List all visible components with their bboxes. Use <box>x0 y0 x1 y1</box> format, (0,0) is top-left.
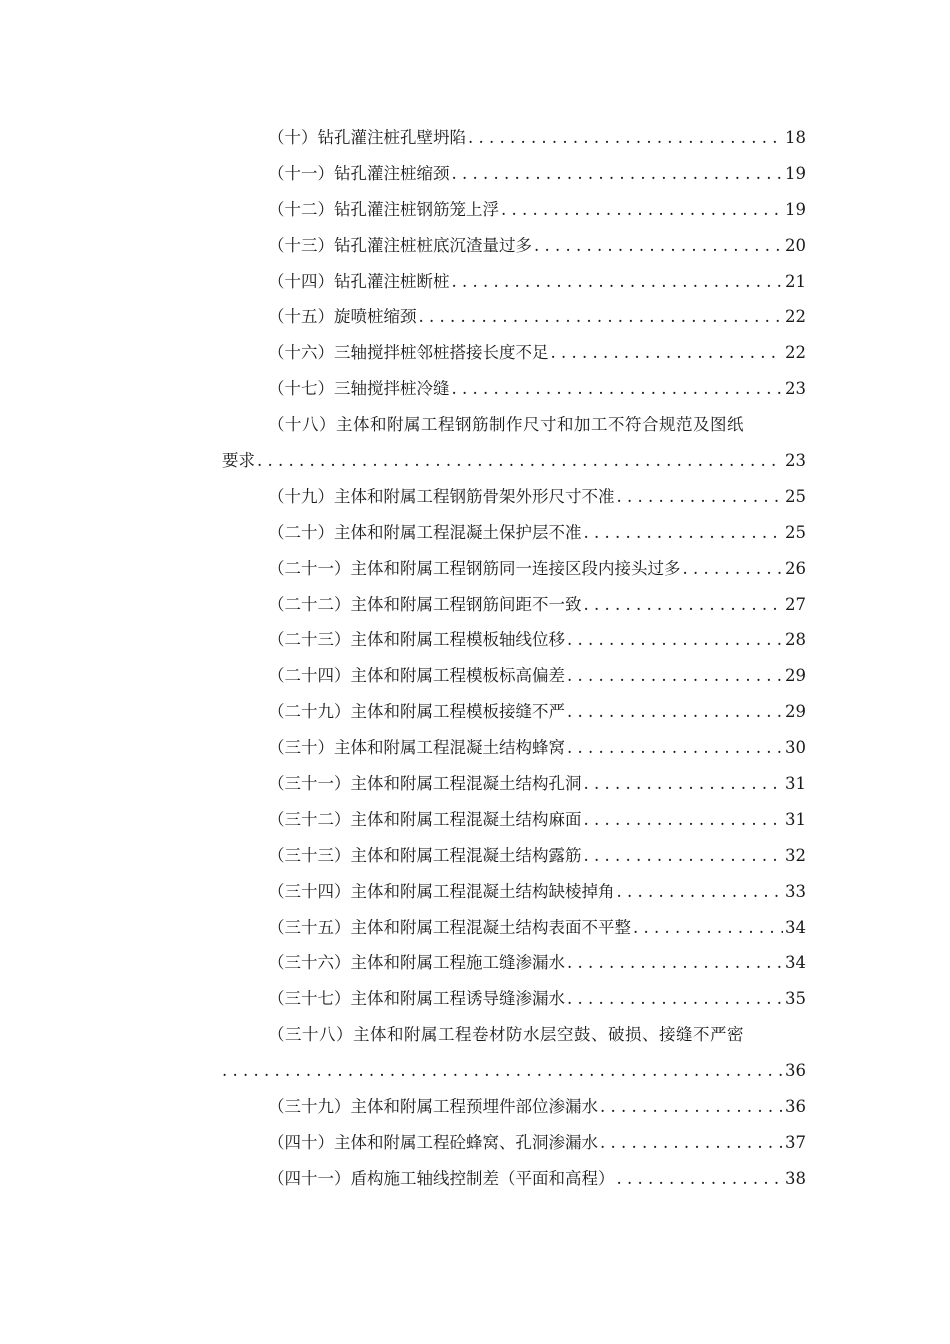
toc-entry-title: （二十）主体和附属工程混凝土保护层不准 <box>268 522 582 542</box>
toc-entry-title: （十四）钻孔灌注桩断桩 <box>268 271 450 291</box>
toc-entry-title: （四十一）盾构施工轴线控制差（平面和高程） <box>268 1168 615 1188</box>
toc-leader-dots <box>419 299 784 335</box>
toc-entry-title-continuation: 要求 <box>222 451 255 471</box>
toc-leader-dots <box>534 228 783 264</box>
toc-entry-title: （十九）主体和附属工程钢筋骨架外形尺寸不准 <box>268 486 615 506</box>
toc-page-number: 37 <box>785 1132 806 1152</box>
toc-leader-dots <box>567 694 783 730</box>
toc-page-number: 36 <box>785 1097 806 1117</box>
toc-entry[interactable] <box>222 515 806 551</box>
toc-entry[interactable] <box>222 551 806 587</box>
toc-entry[interactable] <box>222 1089 806 1125</box>
toc-page-number: 23 <box>785 451 806 471</box>
toc-entry[interactable] <box>222 694 806 730</box>
toc-entry-title: （十）钻孔灌注桩孔壁坍陷 <box>268 128 466 147</box>
toc-leader-dots <box>567 981 783 1017</box>
toc-leader-dots <box>257 443 783 479</box>
toc-page-number: 34 <box>785 953 806 973</box>
toc-entry[interactable] <box>222 1125 806 1161</box>
toc-entry-title: （二十二）主体和附属工程钢筋间距不一致 <box>268 594 582 614</box>
toc-entry-title: （十一）钻孔灌注桩缩颈 <box>268 163 450 183</box>
toc-page-number: 31 <box>785 809 806 829</box>
toc-leader-dots <box>617 1161 784 1197</box>
toc-entry-title: （二十一）主体和附属工程钢筋同一连接区段内接头过多 <box>268 558 681 578</box>
toc-entry-title: （十五）旋喷桩缩颈 <box>268 307 417 327</box>
toc-entry[interactable] <box>222 730 806 766</box>
toc-entry[interactable] <box>222 766 806 802</box>
toc-entry-title: （二十三）主体和附属工程模板轴线位移 <box>268 630 565 650</box>
toc-entry[interactable] <box>222 335 806 371</box>
toc-entry[interactable] <box>222 156 806 192</box>
toc-entry-title: （十三）钻孔灌注桩桩底沉渣量过多 <box>268 235 532 255</box>
toc-entry-title: （三十六）主体和附属工程施工缝渗漏水 <box>268 953 565 973</box>
toc-entry[interactable] <box>222 228 806 264</box>
toc-page-number: 26 <box>785 558 806 578</box>
toc-entry-title: （三十九）主体和附属工程预埋件部位渗漏水 <box>268 1097 598 1117</box>
toc-entry-title: （三十一）主体和附属工程混凝土结构孔洞 <box>268 774 582 794</box>
toc-leader-dots <box>584 802 784 838</box>
toc-page-number: 18 <box>785 128 806 147</box>
toc-page-number: 34 <box>785 917 806 937</box>
toc-entry-title: （十七）三轴搅拌桩冷缝 <box>268 379 450 399</box>
toc-entry[interactable] <box>222 622 806 658</box>
toc-entry-title: （三十）主体和附属工程混凝土结构蜂窝 <box>268 738 565 758</box>
toc-page-number: 20 <box>785 235 806 255</box>
toc-page-number: 23 <box>785 379 806 399</box>
toc-leader-dots <box>617 874 784 910</box>
toc-entry-title: （三十五）主体和附属工程混凝土结构表面不平整 <box>268 917 631 937</box>
toc-leader-dots <box>567 622 783 658</box>
toc-entry[interactable] <box>222 1161 806 1197</box>
toc-entry-title: （三十二）主体和附属工程混凝土结构麻面 <box>268 809 582 829</box>
toc-entry[interactable] <box>222 981 806 1017</box>
toc-leader-dots <box>584 515 784 551</box>
toc-entry[interactable] <box>222 192 806 228</box>
toc-entry-title: （四十）主体和附属工程砼蜂窝、孔洞渗漏水 <box>268 1132 598 1152</box>
toc-page-number: 25 <box>785 486 806 506</box>
toc-entry[interactable] <box>222 910 806 946</box>
toc-page-number: 21 <box>785 271 806 291</box>
toc-leader-dots <box>452 371 784 407</box>
toc-page-number: 29 <box>785 666 806 686</box>
toc-page-number: 30 <box>785 738 806 758</box>
toc-leader-dots <box>633 910 783 946</box>
toc-entry-title: （十六）三轴搅拌桩邻桩搭接长度不足 <box>268 343 549 363</box>
toc-entry[interactable] <box>222 299 806 335</box>
toc-leader-dots <box>452 264 784 300</box>
toc-page-number: 33 <box>785 881 806 901</box>
toc-entry-title: （二十四）主体和附属工程模板标高偏差 <box>268 666 565 686</box>
toc-leader-dots <box>617 479 784 515</box>
toc-leader-dots <box>683 551 784 587</box>
toc-page-number: 28 <box>785 630 806 650</box>
toc-page-number: 25 <box>785 522 806 542</box>
toc-leader-dots <box>584 838 784 874</box>
toc-leader-dots <box>567 945 783 981</box>
toc-leader-dots <box>584 766 784 802</box>
toc-entry-title: （十二）钻孔灌注桩钢筋笼上浮 <box>268 199 499 219</box>
toc-page-number: 35 <box>785 989 806 1009</box>
toc-leader-dots <box>468 120 783 156</box>
toc-leader-dots <box>600 1125 783 1161</box>
toc-entry[interactable] <box>222 479 806 515</box>
toc-entry[interactable] <box>222 587 806 623</box>
toc-page-number: 22 <box>785 307 806 327</box>
toc-leader-dots <box>452 156 784 192</box>
toc-entry-title: （三十四）主体和附属工程混凝土结构缺棱掉角 <box>268 881 615 901</box>
toc-page-number: 27 <box>785 594 806 614</box>
toc-entry[interactable] <box>222 838 806 874</box>
toc-page-number: 38 <box>785 1168 806 1188</box>
toc-leader-dots <box>567 730 783 766</box>
toc-page-number: 32 <box>785 845 806 865</box>
toc-page-number: 19 <box>785 163 806 183</box>
toc-page-number: 29 <box>785 702 806 722</box>
toc-entry-title: （二十九）主体和附属工程模板接缝不严 <box>268 702 565 722</box>
toc-entry[interactable] <box>222 802 806 838</box>
toc-entry[interactable] <box>222 120 806 156</box>
toc-entry[interactable] <box>222 264 806 300</box>
toc-entry[interactable] <box>222 407 806 443</box>
toc-entry[interactable] <box>222 658 806 694</box>
toc-entry-continuation[interactable] <box>222 1053 806 1089</box>
toc-entry-title: （三十三）主体和附属工程混凝土结构露筋 <box>268 845 582 865</box>
toc-leader-dots <box>501 192 783 228</box>
toc-entry[interactable] <box>222 1017 806 1053</box>
toc-page-number: 19 <box>785 199 806 219</box>
toc-leader-dots <box>567 658 783 694</box>
table-of-contents <box>222 120 806 1197</box>
toc-entry[interactable] <box>222 874 806 910</box>
toc-entry-continuation[interactable] <box>222 443 806 479</box>
toc-page-number: 22 <box>785 343 806 363</box>
toc-leader-dots <box>222 1053 783 1089</box>
toc-leader-dots <box>600 1089 783 1125</box>
toc-entry-title: （十八）主体和附属工程钢筋制作尺寸和加工不符合规范及图纸 <box>268 415 744 435</box>
toc-entry-title: （三十七）主体和附属工程诱导缝渗漏水 <box>268 989 565 1009</box>
toc-entry-title: （三十八）主体和附属工程卷材防水层空鼓、破损、接缝不严密 <box>268 1025 744 1045</box>
toc-page-number: 36 <box>785 1061 806 1081</box>
toc-leader-dots <box>551 335 784 371</box>
toc-entry[interactable] <box>222 371 806 407</box>
toc-entry[interactable] <box>222 945 806 981</box>
toc-page-number: 31 <box>785 774 806 794</box>
toc-leader-dots <box>584 587 784 623</box>
